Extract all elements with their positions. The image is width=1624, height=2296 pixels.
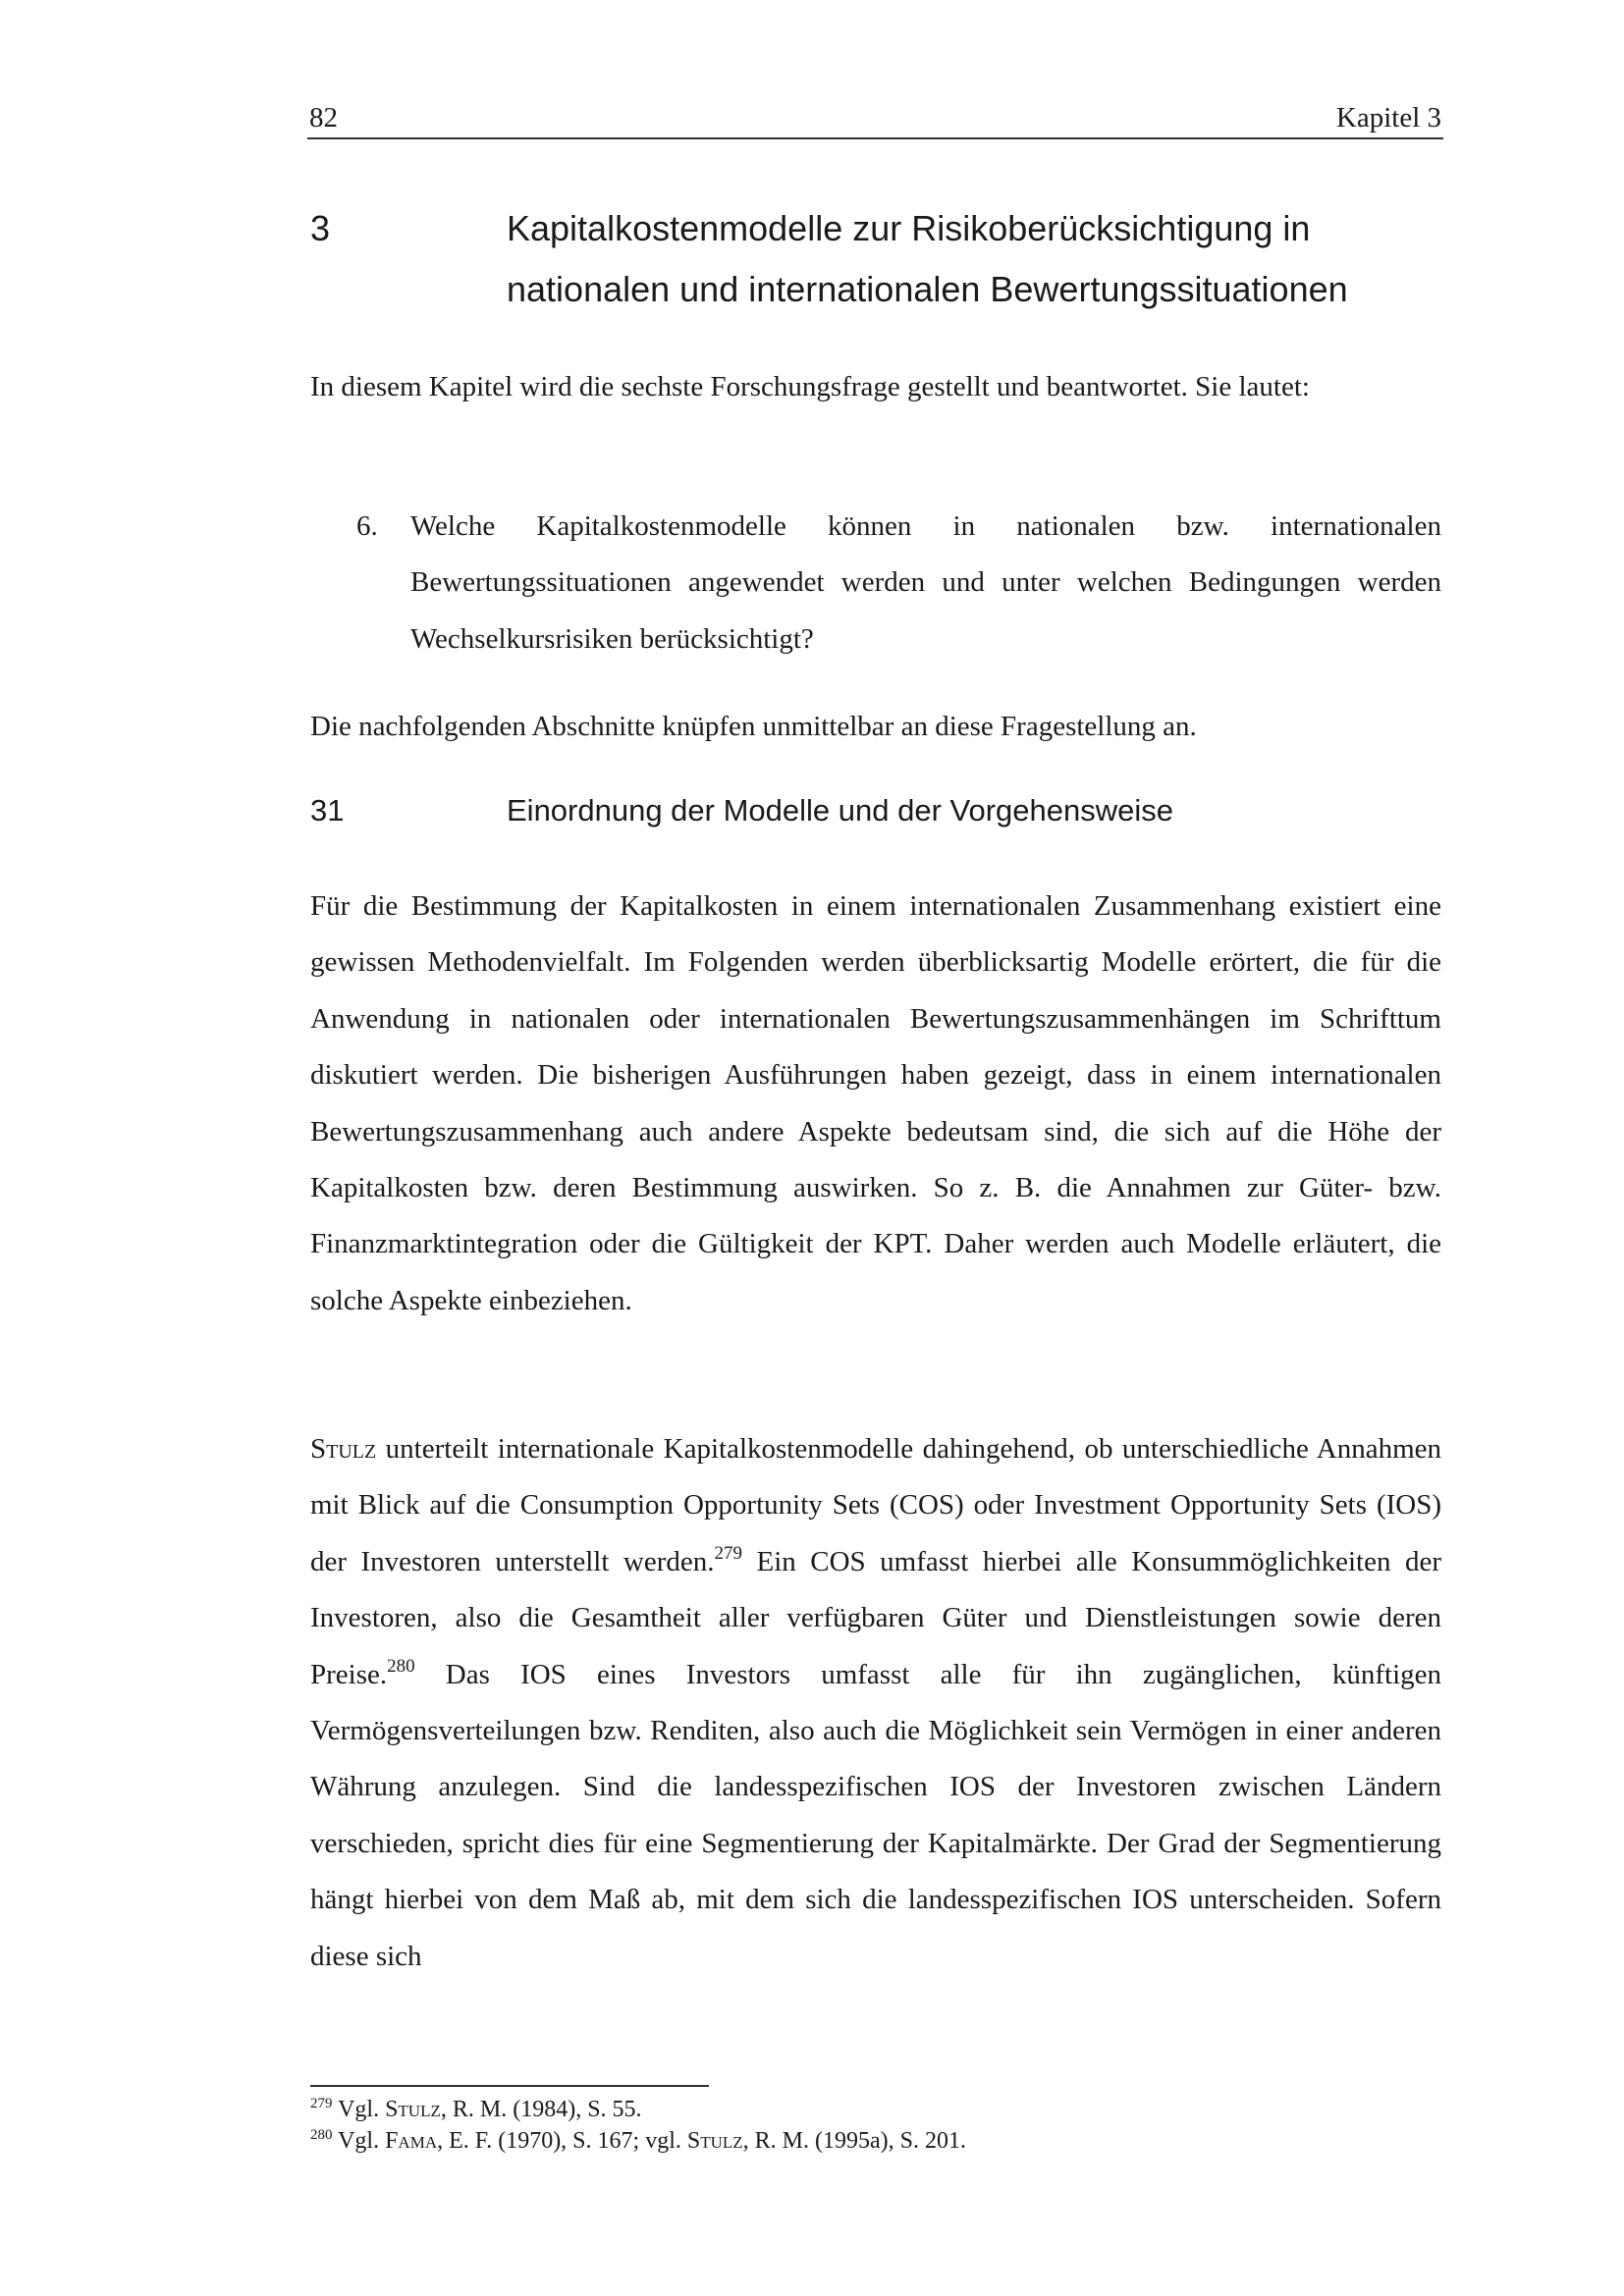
subsection-number: 31 xyxy=(310,793,345,828)
paragraph-text: Ein COS umfasst hierbei alle Konsummöglichkeiten der Investoren, also die Gesamtheit aller verfügbaren Güter und Dienstleistungen sowie deren Preise. xyxy=(310,1545,1441,1690)
footnote xyxy=(310,2095,642,2124)
body-paragraph-2 xyxy=(310,1421,1441,1985)
running-chapter-title: Kapitel 3 xyxy=(1335,102,1441,133)
footnote-text: , R. M. (1995a), S. 201. xyxy=(742,2128,966,2154)
transition-paragraph: Die nachfolgenden Abschnitte knüpfen unmittelbar an diese Fragestellung an. xyxy=(310,711,1197,742)
author-name: Stulz xyxy=(385,2097,441,2122)
footnote-text: , R. M. (1984), S. 55. xyxy=(440,2097,642,2122)
paragraph-text: unterteilt internationale Kapitalkostenmodelle dahingehend, ob unterschiedliche Annahmen mit Blick auf die Consumption Opportunity Sets (COS) oder Investment Opportunity Sets (IOS) der Investoren unterstellt werden. xyxy=(310,1433,1441,1577)
footnote-text: Vgl. xyxy=(338,2097,386,2122)
author-name: Stulz xyxy=(686,2128,743,2154)
question-number: 6. xyxy=(356,510,378,542)
body-paragraph-1: Für die Bestimmung der Kapitalkosten in einem internationalen Zusammenhang existiert eine gewissen Methodenvielfalt. Im Folgenden werden überblicksartig Modelle erörtert, die für die Anwendung in nationalen oder internationalen Bewertungszusammenhängen im Schrifttum diskutiert werden. Die bisherigen Ausführungen haben gezeigt, dass in einem internationalen Bewertungszusammenhang auch andere Aspekte bedeutsam sind, die sich auf die Höhe der Kapitalkosten bzw. deren Bestimmung auswirken. So z. B. die Annahmen zur Güter- bzw. Finanzmarktintegration oder die Gültigkeit der KPT. Daher werden auch Modelle erläutert, die solche Aspekte einbeziehen. xyxy=(310,890,1441,1316)
footnote xyxy=(310,2126,966,2156)
footnote-ref[interactable]: 279 xyxy=(714,1542,742,1564)
subsection-title: Einordnung der Modelle und der Vorgehensweise xyxy=(507,793,1174,828)
section-number: 3 xyxy=(310,208,331,248)
author-name: Stulz xyxy=(310,1433,377,1465)
page-header xyxy=(307,98,1443,139)
question-text: Welche Kapitalkostenmodelle können in nationalen bzw. internationalen Bewertungssituationen angewendet werden und unter welchen Bedingungen werden Wechselkursrisiken berücksichtigt? xyxy=(410,510,1441,655)
footnote-text: , E. F. (1970), S. 167; vgl. xyxy=(437,2128,687,2154)
intro-paragraph: In diesem Kapitel wird die sechste Forschungsfrage gestellt und beantwortet. Sie lautet: xyxy=(310,371,1310,402)
author-name: Fama xyxy=(385,2128,438,2154)
footnote-number: 279 xyxy=(310,2096,333,2111)
footnote-ref[interactable]: 280 xyxy=(387,1655,415,1677)
paragraph-text: Das IOS eines Investors umfasst alle für ihn zugänglichen, künftigen Vermögensverteilungen bzw. Renditen, also auch die Möglichkeit sein Vermögen in einer anderen Währung anzulegen. Sind die landesspezifischen IOS der Investoren zwischen Ländern verschieden, spricht dies für eine Segmentierung der Kapitalmärkte. Der Grad der Segmentierung hängt hierbei von dem Maß ab, mit dem sich die landesspezifischen IOS unterscheiden. Sofern diese sich xyxy=(310,1658,1441,1972)
footnote-text: Vgl. xyxy=(338,2128,386,2154)
footnote-separator xyxy=(310,2085,709,2087)
footnote-number: 280 xyxy=(310,2127,333,2143)
section-title: Kapitalkostenmodelle zur Risikoberücksichtigung in nationalen und internationalen Bewertungssituationen xyxy=(507,208,1348,309)
page-number: 82 xyxy=(309,102,338,133)
